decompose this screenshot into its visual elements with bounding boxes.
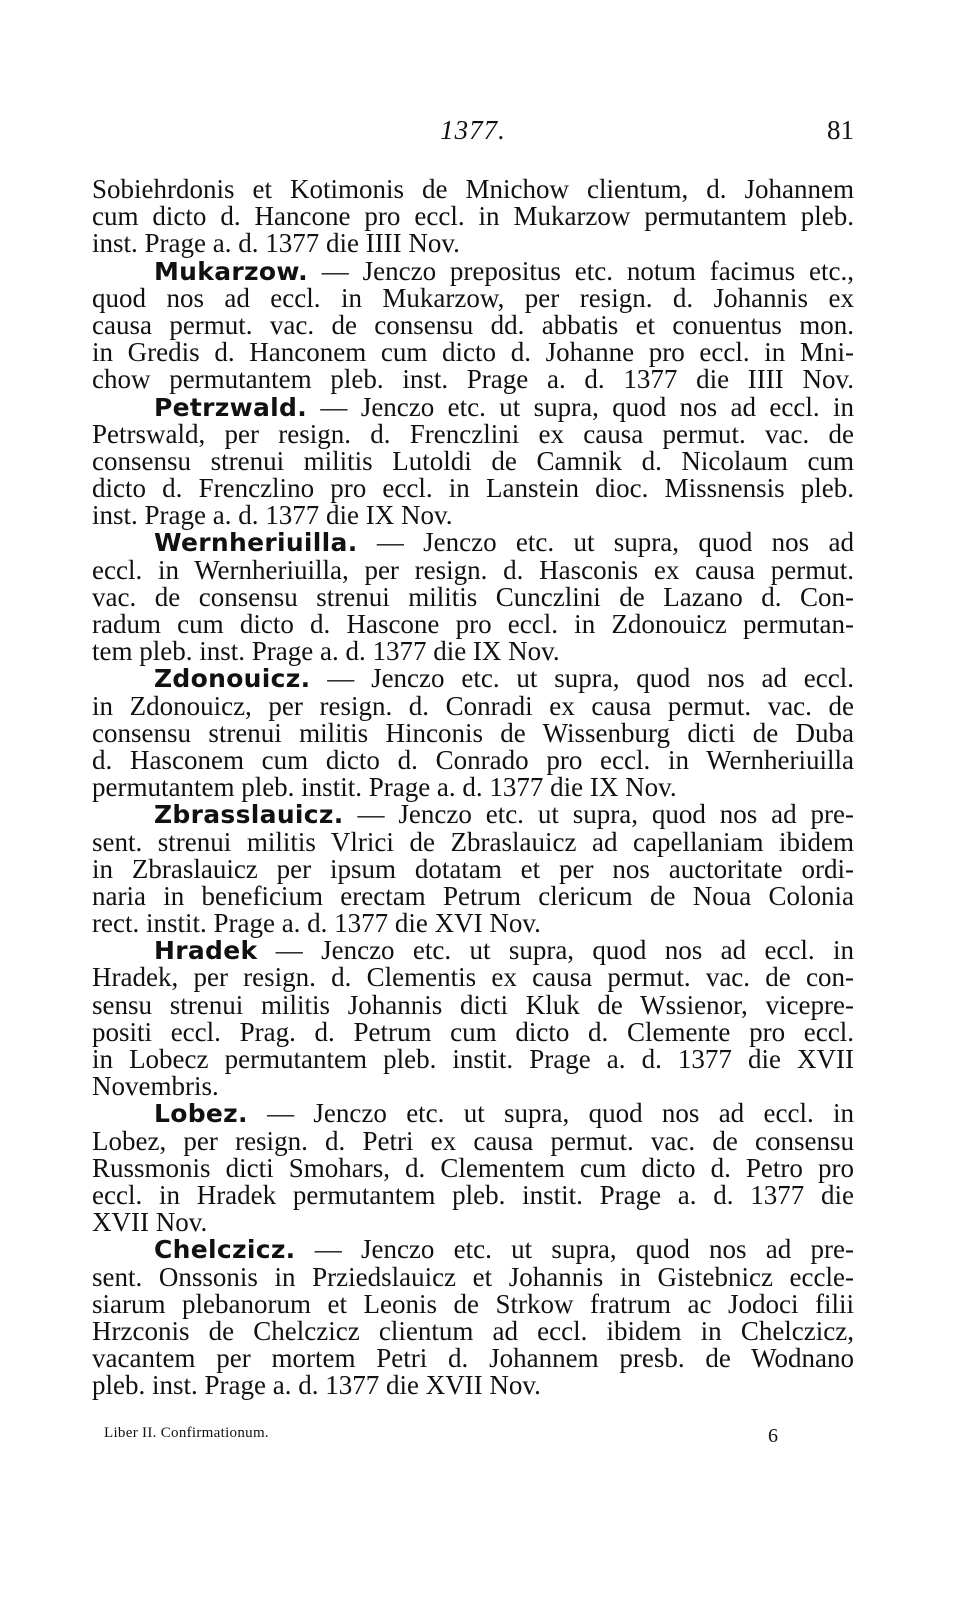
line-text: — Jenczo etc. ut supra, quod nos ad eccl. [310, 663, 854, 694]
text-line [92, 230, 854, 257]
text-line [92, 1016, 854, 1047]
entry-heading-line [92, 255, 854, 286]
text-line [92, 1345, 854, 1372]
line-text: Hrzconis de Chelczicz clientum ad eccl. ibidem in Chelczicz, [92, 1315, 854, 1346]
text-line [92, 690, 854, 721]
line-text: vac. de consensu strenui militis Cunczlini de Lazano d. Con- [92, 581, 854, 612]
line-text: Hradek, per resign. d. Clementis ex causa permut. vac. de con- [92, 962, 854, 993]
place-name: Zbrasslauicz. [154, 800, 344, 830]
line-text: Petrswald, per resign. d. Frenczlini ex causa permut. vac. de [92, 418, 854, 449]
text-line [92, 1125, 854, 1156]
text-line [92, 554, 854, 585]
text-line [92, 1046, 854, 1073]
page-footer [104, 1425, 778, 1449]
entry-heading-line [92, 1100, 854, 1127]
place-name: Wernheriuilla. [154, 528, 358, 558]
text-line [92, 1372, 854, 1399]
text-line [92, 744, 854, 775]
text-line [92, 309, 854, 340]
line-text: — Jenczo etc. ut supra, quod nos ad pre- [343, 799, 854, 830]
text-line [92, 611, 854, 638]
text-line [92, 366, 854, 393]
line-text: chow permutantem pleb. inst. Prage a. d. 1377 die IIII Nov. [92, 364, 854, 395]
line-text: pleb. inst. Prage a. d. 1377 die XVII Nov. [92, 1370, 541, 1401]
line-text: in Lobecz permutantem pleb. instit. Prage a. d. 1377 die XVII [92, 1044, 854, 1074]
entry-heading-line [92, 1236, 854, 1263]
place-name: Mukarzow. [154, 256, 308, 286]
entry-heading-line [92, 665, 854, 692]
line-text: — Jenczo etc. ut supra, quod nos ad eccl. in [247, 1098, 854, 1129]
line-text: tem pleb. inst. Prage a. d. 1377 die IX Nov. [92, 636, 560, 667]
text-line [92, 339, 854, 366]
text-line [92, 880, 854, 911]
text-line [92, 581, 854, 612]
line-text: permutantem pleb. instit. Prage a. d. 1377 die IX Nov. [92, 772, 677, 803]
body-text [92, 176, 854, 1399]
line-text: inst. Prage a. d. 1377 die IX Nov. [92, 500, 453, 531]
text-line [92, 774, 854, 801]
text-line [92, 418, 854, 449]
line-text: — Jenczo prepositus etc. notum facimus etc., [307, 255, 854, 286]
line-text: consensu strenui militis Hinconis de Wissenburg dicti de Duba [92, 717, 854, 748]
place-name: Petrzwald. [154, 392, 308, 422]
line-text: XVII Nov. [92, 1207, 208, 1238]
year-heading: 1377. [440, 115, 506, 145]
line-text: siarum plebanorum et Leonis de Strkow fratrum ac Jodoci filii [92, 1288, 854, 1319]
line-text: consensu strenui militis Lutoldi de Camnik d. Nicolaum cum [92, 445, 854, 476]
text-line [92, 1179, 854, 1210]
text-line [92, 282, 854, 313]
place-name: Zdonouicz. [154, 664, 311, 694]
line-text: rect. instit. Prage a. d. 1377 die XVI Nov. [92, 908, 541, 939]
line-text: sent. strenui militis Vlrici de Zbraslauicz ad capellaniam ibidem [92, 826, 854, 857]
text-line [92, 717, 854, 748]
line-text: vacantem per mortem Petri d. Johannem presb. de Wodnano [92, 1343, 854, 1374]
text-line [92, 910, 854, 937]
line-text: d. Hasconem cum dicto d. Conrado pro eccl. in Wernheriuilla [92, 744, 854, 775]
line-text: eccl. in Wernheriuilla, per resign. d. Hasconis ex causa permut. [92, 554, 854, 585]
line-text: inst. Prage a. d. 1377 die IIII Nov. [92, 228, 460, 259]
line-text: in Gredis d. Hanconem cum dicto d. Johanne pro eccl. in Mni- [92, 337, 854, 368]
text-line [92, 445, 854, 476]
line-text: radum cum dicto d. Hascone pro eccl. in Zdonouicz permutan- [92, 609, 854, 639]
text-line [92, 964, 854, 991]
line-text: eccl. in Hradek permutantem pleb. instit. Prage a. d. 1377 die [92, 1179, 854, 1210]
text-line [92, 989, 854, 1020]
entry-heading-line [92, 391, 854, 422]
text-line [92, 475, 854, 502]
text-line [92, 1261, 854, 1292]
line-text: — Jenczo etc. ut supra, quod nos ad eccl. in [257, 935, 854, 966]
running-head [92, 115, 854, 155]
line-text: naria in beneficium erectam Petrum clericum de Noua Colonia [92, 880, 854, 911]
text-line [92, 853, 854, 884]
text-line [92, 826, 854, 857]
text-line [92, 1315, 854, 1346]
line-text: in Zbraslauicz per ipsum dotatam et per nos auctoritate ordi- [92, 853, 854, 884]
place-name: Chelczicz. [154, 1235, 296, 1265]
place-name: Hradek [154, 936, 258, 966]
line-text: — Jenczo etc. ut supra, quod nos ad pre- [295, 1234, 854, 1265]
printer-signature-number: 6 [768, 1425, 778, 1447]
entry-heading-line [92, 937, 854, 964]
printer-signature-text: Liber II. Confirmationum. [104, 1425, 269, 1441]
text-line [92, 638, 854, 665]
line-text: Russmonis dicti Smohars, d. Clementem cum dicto d. Petro pro [92, 1152, 854, 1183]
line-text: Lobez, per resign. d. Petri ex causa permut. vac. de consensu [92, 1125, 854, 1156]
text-line [92, 1073, 854, 1100]
line-text: positi eccl. Prag. d. Petrum cum dicto d. Clemente pro eccl. [92, 1016, 854, 1047]
text-line [92, 1152, 854, 1183]
entry-heading-line [92, 801, 854, 828]
entry-heading-line [92, 529, 854, 556]
line-text: cum dicto d. Hancone pro eccl. in Mukarzow permutantem pleb. [92, 201, 854, 232]
line-text: sent. Onssonis in Prziedslauicz et Johannis in Gistebnicz eccle- [92, 1261, 854, 1292]
line-text: — Jenczo etc. ut supra, quod nos ad eccl. in [307, 391, 854, 422]
text-line [92, 1288, 854, 1319]
line-text: in Zdonouicz, per resign. d. Conradi ex causa permut. vac. de [92, 690, 854, 721]
text-line [92, 203, 854, 230]
text-line [92, 502, 854, 529]
line-text: sensu strenui militis Johannis dicti Kluk de Wssienor, vicepre- [92, 989, 854, 1020]
line-text: causa permut. vac. de consensu dd. abbatis et conuentus mon. [92, 309, 854, 340]
line-text: Sobiehrdonis et Kotimonis de Mnichow clientum, d. Johannem [92, 174, 854, 204]
page-number: 81 [827, 115, 854, 145]
line-text: — Jenczo etc. ut supra, quod nos ad [357, 527, 854, 558]
line-text: dicto d. Frenczlino pro eccl. in Lanstein dioc. Missnensis pleb. [92, 473, 854, 504]
line-text: Novembris. [92, 1071, 219, 1102]
text-line [92, 176, 854, 203]
line-text: quod nos ad eccl. in Mukarzow, per resign. d. Johannis ex [92, 282, 854, 313]
text-line [92, 1209, 854, 1236]
place-name: Lobez. [154, 1099, 248, 1129]
